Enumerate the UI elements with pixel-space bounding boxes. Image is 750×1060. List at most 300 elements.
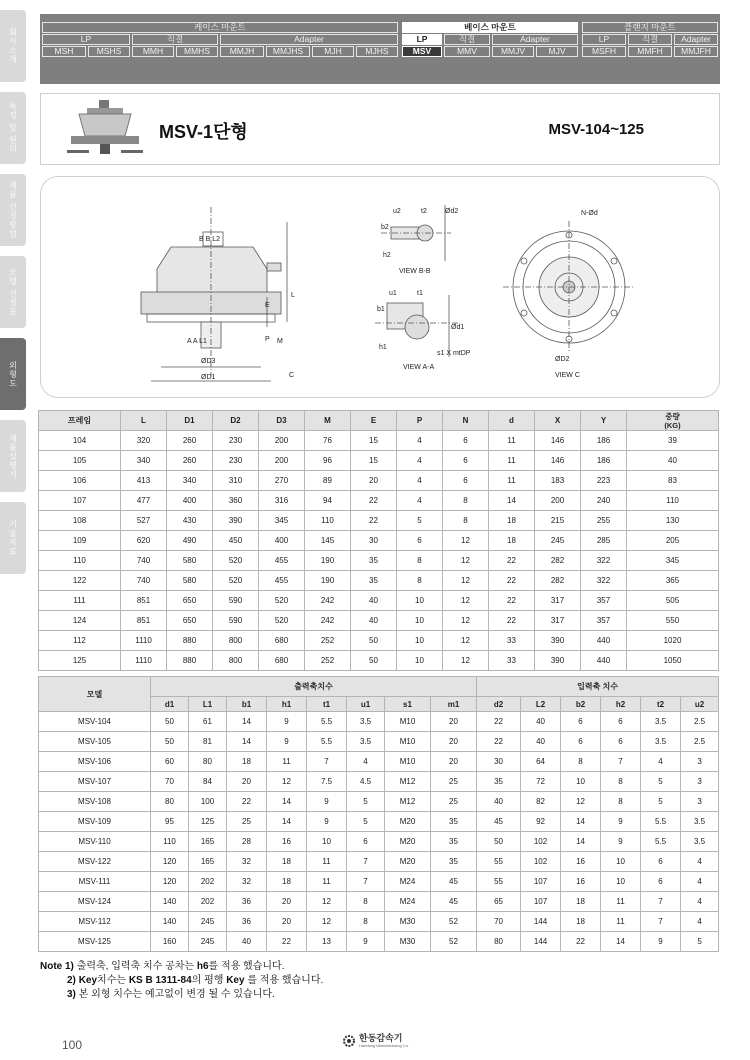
table-cell: 14 [561, 812, 601, 832]
table-cell: MSV-104 [39, 712, 151, 732]
table-cell: MSV-122 [39, 852, 151, 872]
table-cell: 80 [477, 932, 521, 952]
table-cell: MSV-111 [39, 872, 151, 892]
table-cell: 18 [267, 852, 307, 872]
table-cell: 3 [681, 772, 719, 792]
label-p: P [265, 336, 270, 343]
page-number: 100 [62, 1038, 83, 1052]
col-t2: t2 [641, 697, 681, 712]
menu-type-direct-flange[interactable]: 직결 [628, 34, 672, 45]
table-cell: 40 [521, 732, 561, 752]
table-cell: 11 [489, 451, 535, 471]
col-weight: 중량 (KG) [627, 411, 719, 431]
table-cell: M10 [385, 712, 431, 732]
table-cell: M24 [385, 872, 431, 892]
table-cell: M12 [385, 772, 431, 792]
table-cell: 16 [267, 832, 307, 852]
col-input-shaft: 입력축 치수 [477, 677, 719, 697]
label-b-b-l2: B B L2 [199, 236, 221, 243]
table-cell: 202 [189, 872, 227, 892]
table-cell: 20 [267, 892, 307, 912]
table-cell: 450 [213, 531, 259, 551]
table-cell: 11 [489, 471, 535, 491]
table-cell: 89 [305, 471, 351, 491]
col-s1: s1 [385, 697, 431, 712]
table-cell: 12 [443, 571, 489, 591]
table-cell: 50 [477, 832, 521, 852]
table-cell: 10 [561, 772, 601, 792]
table-row [39, 872, 719, 892]
col-e: E [351, 411, 397, 431]
table-cell: 520 [213, 571, 259, 591]
table-cell: 15 [351, 451, 397, 471]
table-cell: 320 [121, 431, 167, 451]
table-cell: MSV-106 [39, 752, 151, 772]
table-cell: 7 [641, 912, 681, 932]
label-t1: t1 [417, 290, 423, 297]
menu-type-adapter-flange[interactable]: Adapter [674, 34, 718, 45]
table-cell: 357 [581, 591, 627, 611]
table-cell: 22 [351, 491, 397, 511]
label-d1-small: Ød1 [451, 324, 465, 331]
menu-model-msfh[interactable]: MSFH [582, 46, 626, 57]
table-cell: 1020 [627, 631, 719, 651]
table-cell: 2.5 [681, 732, 719, 752]
table-cell: 130 [627, 511, 719, 531]
table-cell: 18 [489, 511, 535, 531]
table-cell: 124 [39, 611, 121, 631]
label-b1: b1 [377, 306, 385, 313]
side-tab-manual[interactable]: 제품설명서 [0, 420, 26, 492]
table-cell: 25 [227, 812, 267, 832]
table-cell: 14 [267, 812, 307, 832]
table-cell: 45 [431, 872, 477, 892]
table-cell: 102 [521, 852, 561, 872]
table-cell: 50 [351, 651, 397, 671]
table-cell: 40 [227, 932, 267, 952]
page-title: MSV-1단형 [159, 122, 248, 142]
note-3: 3) 본 외형 치수는 예고없이 변경 될 수 있습니다. [67, 989, 275, 1000]
table-cell: 240 [581, 491, 627, 511]
logo-subtext: Handong Manufacturing Co. [359, 1043, 410, 1048]
table-cell: 851 [121, 611, 167, 631]
table-cell: 39 [627, 431, 719, 451]
table-cell: 202 [189, 892, 227, 912]
mount-group-row [42, 22, 720, 33]
menu-type-direct-base[interactable]: 직결 [444, 34, 490, 45]
table-cell: 12 [267, 772, 307, 792]
table-cell: 8 [443, 511, 489, 531]
table-cell: 10 [397, 611, 443, 631]
menu-type-direct[interactable]: 직결 [132, 34, 218, 45]
table-cell: 50 [151, 732, 189, 752]
table-cell: 400 [259, 531, 305, 551]
col-y: Y [581, 411, 627, 431]
table-cell: 7 [641, 892, 681, 912]
col-d: d [489, 411, 535, 431]
table-cell: 5 [397, 511, 443, 531]
table-cell: 4 [681, 872, 719, 892]
table-cell: 35 [351, 571, 397, 591]
table-row [39, 651, 719, 671]
table-cell: 245 [535, 531, 581, 551]
table-cell: 110 [151, 832, 189, 852]
menu-type-adapter-base[interactable]: Adapter [492, 34, 578, 45]
table-cell: 20 [431, 752, 477, 772]
table-cell: 18 [489, 531, 535, 551]
table-cell: 215 [535, 511, 581, 531]
table-cell: 102 [521, 832, 561, 852]
note-1: Note 1) 출력축, 입력축 치수 공차는 h6를 적용 했습니다. [40, 961, 285, 972]
menu-model-mmjh[interactable]: MMJH [220, 46, 264, 57]
table-cell: 345 [627, 551, 719, 571]
note-2: 2) Key치수는 KS B 1311-84의 평행 Key 를 적용 했습니다. [67, 975, 324, 986]
menu-model-mjv[interactable]: MJV [536, 46, 578, 57]
table-cell: 260 [167, 431, 213, 451]
table-cell: 122 [39, 571, 121, 591]
menu-model-mmjfh[interactable]: MMJFH [674, 46, 718, 57]
view-aa-drawing [375, 295, 459, 357]
col-frame: 프레임 [39, 411, 121, 431]
table-cell: 96 [305, 451, 351, 471]
table-cell: 140 [151, 892, 189, 912]
table-cell: 4 [397, 471, 443, 491]
table-cell: 12 [443, 631, 489, 651]
menu-model-msh[interactable]: MSH [42, 46, 86, 57]
table-cell: 490 [167, 531, 213, 551]
menu-type-adapter[interactable]: Adapter [220, 34, 398, 45]
table-cell: 255 [581, 511, 627, 531]
table-cell: 83 [627, 471, 719, 491]
table-cell: 106 [39, 471, 121, 491]
side-tab-selection[interactable]: 제품 선정방법 [0, 174, 26, 246]
table-cell: 242 [305, 611, 351, 631]
table-cell: 8 [347, 892, 385, 912]
table-cell: 35 [431, 832, 477, 852]
table-cell: 322 [581, 571, 627, 591]
table-cell: 40 [351, 611, 397, 631]
table-cell: 245 [189, 932, 227, 952]
menu-model-mmjv[interactable]: MMJV [492, 46, 534, 57]
table-cell: 25 [431, 792, 477, 812]
table-cell: 14 [561, 832, 601, 852]
table-row [39, 732, 719, 752]
model-range: MSV-104~125 [548, 121, 644, 138]
table-cell: 7 [347, 872, 385, 892]
table-cell: 22 [477, 712, 521, 732]
table-row [39, 571, 719, 591]
col-n: N [443, 411, 489, 431]
table-cell: 107 [521, 872, 561, 892]
table-cell: 22 [351, 511, 397, 531]
table-row [39, 591, 719, 611]
table-cell: 12 [443, 551, 489, 571]
table-cell: 9 [267, 732, 307, 752]
table-cell: 52 [431, 912, 477, 932]
table-row [39, 431, 719, 451]
table-cell: 1050 [627, 651, 719, 671]
menu-type-lp[interactable]: LP [42, 34, 130, 45]
table-row [39, 471, 719, 491]
table-cell: 61 [189, 712, 227, 732]
label-d2: ØD2 [555, 356, 570, 363]
frame-table-body [39, 431, 719, 671]
table-cell: 22 [561, 932, 601, 952]
table-cell: 108 [39, 511, 121, 531]
table-cell: 107 [39, 491, 121, 511]
table-cell: 6 [443, 431, 489, 451]
col-d3: D3 [259, 411, 305, 431]
col-x: X [535, 411, 581, 431]
table-cell: 11 [267, 752, 307, 772]
table-cell: 9 [601, 832, 641, 852]
table-row [39, 752, 719, 772]
table-cell: 430 [167, 511, 213, 531]
table-cell: 183 [535, 471, 581, 491]
table-cell: 390 [213, 511, 259, 531]
col-h2: h2 [601, 697, 641, 712]
table-cell: 252 [305, 651, 351, 671]
side-tab-company[interactable]: 회사소개 [0, 10, 26, 82]
table-cell: 345 [259, 511, 305, 531]
company-logo [342, 1034, 409, 1048]
table-cell: 550 [627, 611, 719, 631]
table-cell: 800 [213, 651, 259, 671]
table-cell: 4 [397, 431, 443, 451]
table-cell: 740 [121, 551, 167, 571]
table-cell: 81 [189, 732, 227, 752]
table-cell: MSV-105 [39, 732, 151, 752]
table-cell: 104 [39, 431, 121, 451]
table-cell: 851 [121, 591, 167, 611]
table-cell: 223 [581, 471, 627, 491]
table-cell: 190 [305, 551, 351, 571]
table-cell: 30 [351, 531, 397, 551]
table-row [39, 792, 719, 812]
table-cell: 55 [477, 872, 521, 892]
table-cell: 18 [561, 892, 601, 912]
table-cell: 186 [581, 451, 627, 471]
table-cell: 413 [121, 471, 167, 491]
menu-flange-mount[interactable]: 플랜지 마운트 [582, 22, 718, 33]
table-cell: 95 [151, 812, 189, 832]
table-row [39, 832, 719, 852]
menu-model-mmfh[interactable]: MMFH [628, 46, 672, 57]
menu-case-mount[interactable]: 케이스 마운트 [42, 22, 398, 33]
table-cell: 200 [535, 491, 581, 511]
menu-model-mshs[interactable]: MSHS [88, 46, 130, 57]
menu-base-mount[interactable]: 베이스 마운트 [402, 22, 578, 33]
table-cell: 76 [305, 431, 351, 451]
table-cell: 505 [627, 591, 719, 611]
col-p: P [397, 411, 443, 431]
table-cell: 520 [259, 611, 305, 631]
table-cell: 112 [39, 631, 121, 651]
table-cell: 440 [581, 651, 627, 671]
logo-text: 한동감속기 [359, 1033, 403, 1043]
table-cell: 145 [305, 531, 351, 551]
table-cell: 82 [521, 792, 561, 812]
table-cell: MSV-108 [39, 792, 151, 812]
table-cell: 7.5 [307, 772, 347, 792]
table-cell: 92 [521, 812, 561, 832]
table-cell: 22 [477, 732, 521, 752]
table-cell: 3.5 [641, 712, 681, 732]
table-cell: 282 [535, 551, 581, 571]
table-row [39, 551, 719, 571]
menu-model-mmhs[interactable]: MMHS [176, 46, 218, 57]
table-cell: 11 [307, 872, 347, 892]
table-cell: 317 [535, 591, 581, 611]
table-cell: 252 [305, 631, 351, 651]
side-tab-model-table[interactable]: 모델 선정표 [0, 256, 26, 328]
label-b2: b2 [381, 224, 389, 231]
table-cell: 40 [627, 451, 719, 471]
table-cell: 520 [259, 591, 305, 611]
col-u1: u1 [347, 697, 385, 712]
table-cell: 65 [477, 892, 521, 912]
table-cell: 4 [681, 912, 719, 932]
col-u2: u2 [681, 697, 719, 712]
table-cell: 10 [601, 852, 641, 872]
side-tab-features[interactable]: 특징 및 원리 [0, 92, 26, 164]
menu-model-mmh[interactable]: MMH [132, 46, 174, 57]
col-b1: b1 [227, 697, 267, 712]
label-n-d: N-Ød [581, 210, 598, 217]
table-cell: 6 [561, 712, 601, 732]
table-cell: 230 [213, 431, 259, 451]
table-cell: 18 [561, 912, 601, 932]
table-cell: 455 [259, 551, 305, 571]
table-cell: 14 [227, 732, 267, 752]
table-cell: 20 [227, 772, 267, 792]
col-model: 모델 [39, 677, 151, 712]
table-cell: M20 [385, 832, 431, 852]
table-cell: 477 [121, 491, 167, 511]
table-cell: 9 [601, 812, 641, 832]
table-cell: 5 [347, 792, 385, 812]
table-cell: 580 [167, 571, 213, 591]
table-cell: 109 [39, 531, 121, 551]
table-cell: 110 [627, 491, 719, 511]
table-cell: 22 [489, 611, 535, 631]
table-cell: 5.5 [641, 812, 681, 832]
table-cell: 4 [681, 852, 719, 872]
table-cell: 260 [167, 451, 213, 471]
table-cell: 144 [521, 912, 561, 932]
table-cell: 8 [601, 772, 641, 792]
table-cell: 390 [535, 651, 581, 671]
table-cell: 400 [167, 491, 213, 511]
table-cell: 6 [443, 471, 489, 491]
table-cell: 340 [167, 471, 213, 491]
table-cell: 165 [189, 832, 227, 852]
table-cell: 40 [477, 792, 521, 812]
table-cell: 70 [477, 912, 521, 932]
menu-model-mjhs[interactable]: MJHS [356, 46, 398, 57]
table-cell: 12 [443, 651, 489, 671]
table-cell: M12 [385, 792, 431, 812]
table-cell: 310 [213, 471, 259, 491]
table-cell: 105 [39, 451, 121, 471]
table-cell: 7 [347, 852, 385, 872]
menu-type-lp-base[interactable]: LP [402, 34, 442, 45]
table-cell: 360 [213, 491, 259, 511]
menu-model-mmv[interactable]: MMV [444, 46, 490, 57]
menu-model-msv[interactable]: MSV [402, 46, 442, 57]
table-cell: 6 [397, 531, 443, 551]
table-cell: 4 [397, 451, 443, 471]
table-cell: 11 [601, 912, 641, 932]
table-cell: 5 [641, 772, 681, 792]
label-u1: u1 [389, 290, 397, 297]
table-cell: 11 [489, 431, 535, 451]
table-row [39, 812, 719, 832]
reducer-thumbnail-image [65, 98, 145, 164]
table-cell: 45 [431, 892, 477, 912]
table-cell: 440 [581, 631, 627, 651]
table-cell: 580 [167, 551, 213, 571]
table-cell: 3 [681, 752, 719, 772]
table-cell: 10 [397, 591, 443, 611]
table-cell: 84 [189, 772, 227, 792]
dimension-drawing [40, 176, 720, 398]
table-cell: M30 [385, 932, 431, 952]
table-cell: 55 [477, 852, 521, 872]
col-output-shaft: 출력축치수 [151, 677, 477, 697]
table-cell: 35 [477, 772, 521, 792]
menu-model-mjh[interactable]: MJH [312, 46, 354, 57]
table-cell: 242 [305, 591, 351, 611]
table-cell: 1110 [121, 631, 167, 651]
table-cell: 14 [601, 932, 641, 952]
table-cell: 35 [431, 812, 477, 832]
table-cell: 650 [167, 611, 213, 631]
menu-type-lp-flange[interactable]: LP [582, 34, 626, 45]
side-tab-technical[interactable]: 기술자료 [0, 502, 26, 574]
table-cell: 365 [627, 571, 719, 591]
table-cell: 33 [489, 651, 535, 671]
table-cell: 22 [267, 932, 307, 952]
table-cell: 4 [347, 752, 385, 772]
table-cell: 4 [681, 892, 719, 912]
table-cell: 590 [213, 591, 259, 611]
table-cell: 285 [581, 531, 627, 551]
table-cell: 32 [227, 872, 267, 892]
menu-model-mmjhs[interactable]: MMJHS [266, 46, 310, 57]
table-cell: 12 [443, 611, 489, 631]
col-d1: d1 [151, 697, 189, 712]
table-cell: 6 [347, 832, 385, 852]
table-cell: 5 [681, 932, 719, 952]
col-h1: h1 [267, 697, 307, 712]
table-cell: 20 [431, 732, 477, 752]
table-cell: 7 [307, 752, 347, 772]
table-cell: 30 [477, 752, 521, 772]
side-tab-dimensions[interactable]: 외형도 [0, 338, 26, 410]
label-l: L [291, 292, 295, 299]
table-cell: 80 [189, 752, 227, 772]
table-cell: MSV-109 [39, 812, 151, 832]
table-cell: 190 [305, 571, 351, 591]
table-cell: 140 [151, 912, 189, 932]
col-b2: b2 [561, 697, 601, 712]
table-cell: 12 [307, 912, 347, 932]
table-cell: 620 [121, 531, 167, 551]
table-cell: 52 [431, 932, 477, 952]
view-c-drawing [503, 221, 635, 353]
table-cell: 22 [489, 571, 535, 591]
